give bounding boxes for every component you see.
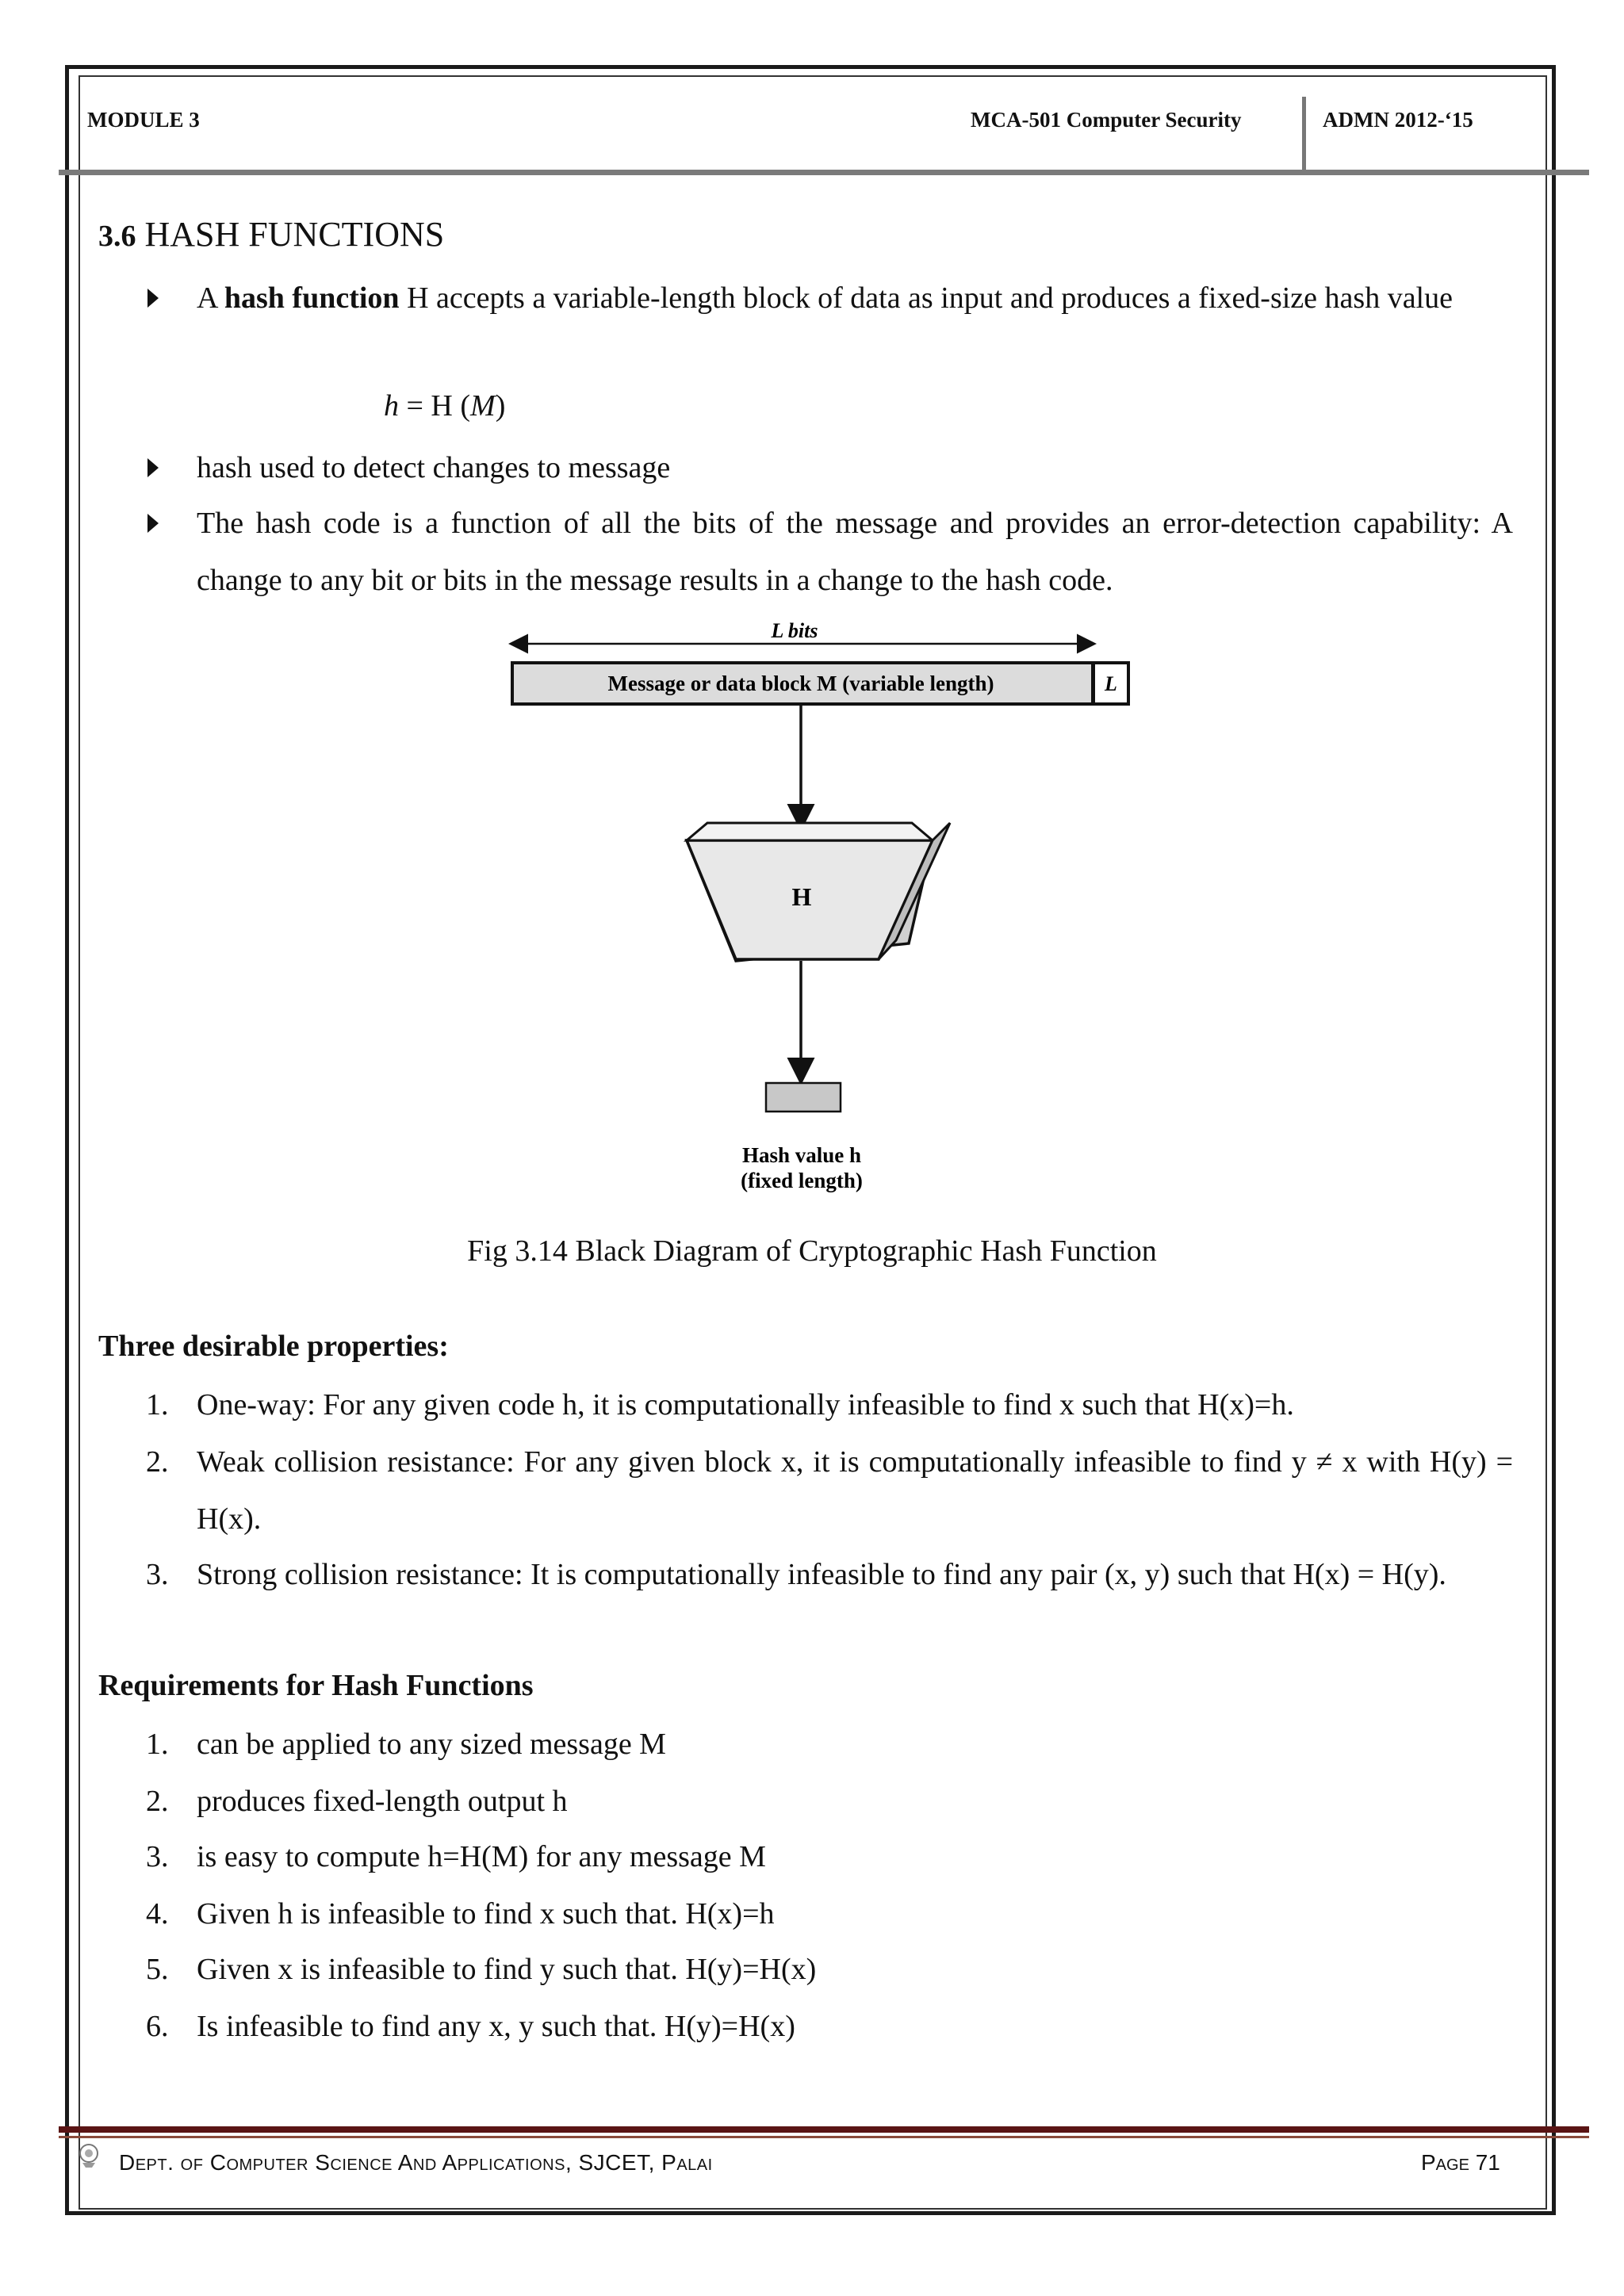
bullet-text: The hash code is a function of all the bits of the message and provides an error-detection capability: A change to any bit or bits in the message results in a change to the hash code.	[197, 507, 1513, 597]
header-batch: ADMN 2012-‘15	[1323, 108, 1473, 132]
header-module: MODULE 3	[87, 108, 200, 132]
bullet-text: H accepts a variable-length block of data as input and produces a fixed-size hash value	[399, 281, 1453, 315]
properties-heading: Three desirable properties:	[98, 1330, 449, 1363]
bullet-text: A	[197, 281, 224, 315]
bullet-bold-term: hash function	[224, 281, 400, 315]
requirements-heading: Requirements for Hash Functions	[98, 1669, 534, 1702]
footer-department: Dept. of Computer Science And Applications, SJCET, Palai	[119, 2150, 713, 2175]
footer-page-number: Page 71	[1421, 2150, 1500, 2175]
length-box-label: L	[1105, 672, 1117, 695]
section-title-text: HASH FUNCTIONS	[144, 215, 445, 254]
footer-rule	[59, 2126, 1589, 2133]
bullet-arrow-icon	[147, 458, 159, 477]
bullet-arrow-icon	[147, 514, 159, 533]
college-logo-icon	[75, 2141, 103, 2169]
hash-value-label: Hash value h	[741, 1143, 862, 1167]
section-number: 3.6	[98, 220, 136, 253]
hash-box-top	[687, 823, 933, 840]
section-title	[98, 214, 444, 254]
header-separator	[1302, 97, 1306, 170]
header-rule	[59, 170, 1589, 175]
bullet-text: hash used to detect changes to message	[197, 451, 671, 484]
lbits-label: L bits	[771, 619, 818, 642]
bullet-arrow-icon	[147, 289, 159, 308]
header-course: MCA-501 Computer Security	[971, 108, 1242, 132]
formula: h = H (M)	[384, 389, 506, 423]
hash-box-label: H	[791, 882, 812, 911]
hash-value-sublabel: (fixed length)	[741, 1169, 863, 1192]
message-block-label: Message or data block M (variable length)	[607, 672, 994, 695]
hash-value-box	[766, 1083, 841, 1112]
footer-rule-thin	[59, 2136, 1589, 2138]
figure-caption: Fig 3.14 Black Diagram of Cryptographic Hash Function	[467, 1234, 1157, 1268]
hash-function-diagram	[476, 610, 1158, 1221]
